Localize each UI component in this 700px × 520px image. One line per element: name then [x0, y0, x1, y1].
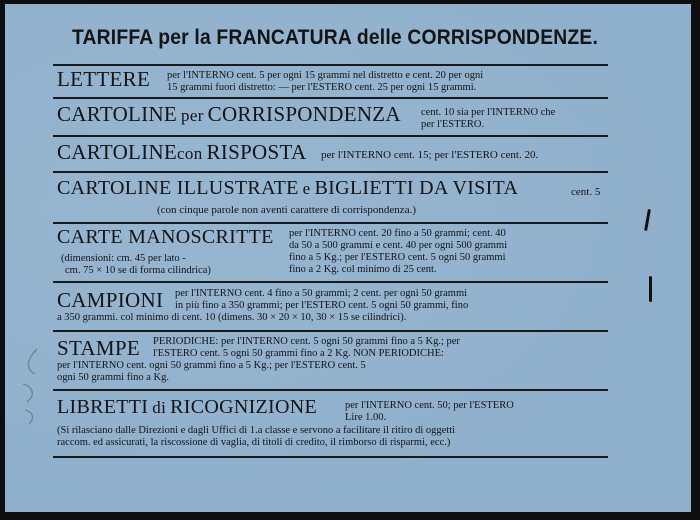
risposta-heading: CARTOLINE [57, 140, 178, 164]
divider [53, 97, 608, 99]
cartoline-line-2: per l'ESTERO. [421, 119, 485, 130]
manoscritte-dimensions-2: cm. 75 × 10 se di forma cilindrica) [65, 265, 211, 276]
lettere-heading: LETTERE [57, 67, 151, 91]
divider [53, 222, 608, 224]
manoscritte-line-3: fino a 5 Kg.; per l'ESTERO cent. 5 ogni 50 grammi [289, 252, 506, 263]
divider [53, 171, 608, 173]
cartoline-heading: CARTOLINE [57, 102, 178, 126]
page-title: TARIFFA per la FRANCATURA delle CORRISPONDENZE. [71, 26, 599, 49]
risposta-line-1: per l'INTERNO cent. 15; per l'ESTERO cent. 20. [321, 149, 539, 161]
staple-mark-top [644, 209, 651, 231]
illustrate-line-1: (con cinque parole non aventi carattere di corrispondenza.) [157, 204, 416, 216]
section-libretti [57, 396, 317, 419]
libretti-note-1: (Si rilasciano dalle Direzioni e dagli Uffici di 1.a classe e servono a facilitare il ritiro di oggetti [57, 425, 456, 436]
libretti-line-2: Lire 1.00. [345, 412, 387, 423]
cartoline-heading-per: per [181, 106, 204, 125]
manoscritte-dimensions-1: (dimensioni: cm. 45 per lato - [61, 253, 186, 264]
libretti-heading-di: di [152, 398, 167, 417]
cartoline-line-1: cent. 10 sia per l'INTERNO che [421, 107, 556, 118]
divider [53, 64, 608, 66]
divider [53, 456, 608, 458]
section-illustrate [57, 177, 518, 200]
stampe-heading: STAMPE [57, 336, 140, 360]
campioni-heading: CAMPIONI [57, 288, 164, 312]
risposta-heading-con: con [177, 144, 203, 163]
manoscritte-line-2: da 50 a 500 grammi e cent. 40 per ogni 500 grammi [289, 240, 508, 251]
cartoline-heading-corrispondenza: CORRISPONDENZA [207, 102, 401, 126]
manoscritte-heading: CARTE MANOSCRITTE [57, 226, 274, 248]
illustrate-heading: CARTOLINE ILLUSTRATE [57, 177, 299, 199]
illustrate-price: cent. 5 [571, 186, 601, 198]
tariff-card [5, 4, 691, 512]
illustrate-heading-biglietti: BIGLIETTI DA VISITA [314, 177, 519, 199]
libretti-heading-ricognizione: RICOGNIZIONE [170, 396, 318, 418]
divider [53, 330, 608, 332]
stampe-line-1: PERIODICHE: per l'INTERNO cent. 5 ogni 50 grammi fino a 5 Kg.; per [153, 336, 460, 347]
campioni-line-1: per l'INTERNO cent. 4 fino a 50 grammi; 2 cent. per ogni 50 grammi [175, 288, 468, 299]
lettere-line-1: per l'INTERNO cent. 5 per ogni 15 grammi nel distretto e cent. 20 per ogni [167, 70, 484, 81]
section-cartoline [57, 102, 401, 127]
illustrate-heading-e: e [302, 179, 311, 198]
manoscritte-line-1: per l'INTERNO cent. 20 fino a 50 grammi; cent. 40 [289, 228, 506, 239]
libretti-line-1: per l'INTERNO cent. 50; per l'ESTERO [345, 400, 514, 411]
divider [53, 389, 608, 391]
stampe-line-2: l'ESTERO cent. 5 ogni 50 grammi fino a 2 Kg. NON PERIODICHE: [153, 348, 444, 359]
lettere-line-2: 15 grammi fuori distretto: — per l'ESTERO cent. 25 per ogni 15 grammi. [167, 82, 477, 93]
risposta-heading-risposta: RISPOSTA [206, 140, 307, 164]
libretti-heading: LIBRETTI [57, 396, 149, 418]
stampe-line-4: ogni 50 grammi fino a Kg. [57, 372, 169, 383]
libretti-note-2: raccom. ed assicurati, la riscossione di vaglia, di titoli di credito, il rimborso di risparmi, ecc.) [57, 437, 451, 448]
stampe-line-3: per l'INTERNO cent. ogni 50 grammi fino a 5 Kg.; per l'ESTERO cent. 5 [57, 360, 366, 371]
manoscritte-line-4: fino a 2 Kg. col minimo di 25 cent. [289, 264, 437, 275]
pencil-annotation-icon [17, 344, 47, 434]
section-manoscritte [57, 226, 274, 249]
staple-mark-bottom [649, 276, 652, 302]
section-campioni [57, 288, 163, 313]
section-risposta [57, 140, 306, 165]
campioni-line-2: in più fino a 350 grammi; per l'ESTERO cent. 5 ogni 50 grammi, fino [175, 300, 469, 311]
campioni-line-3: a 350 grammi. col minimo di cent. 10 (dimens. 30 × 20 × 10, 30 × 15 se cilindrici). [57, 312, 407, 323]
section-lettere [57, 67, 150, 92]
section-stampe [57, 336, 140, 361]
divider [53, 281, 608, 283]
divider [53, 135, 608, 137]
